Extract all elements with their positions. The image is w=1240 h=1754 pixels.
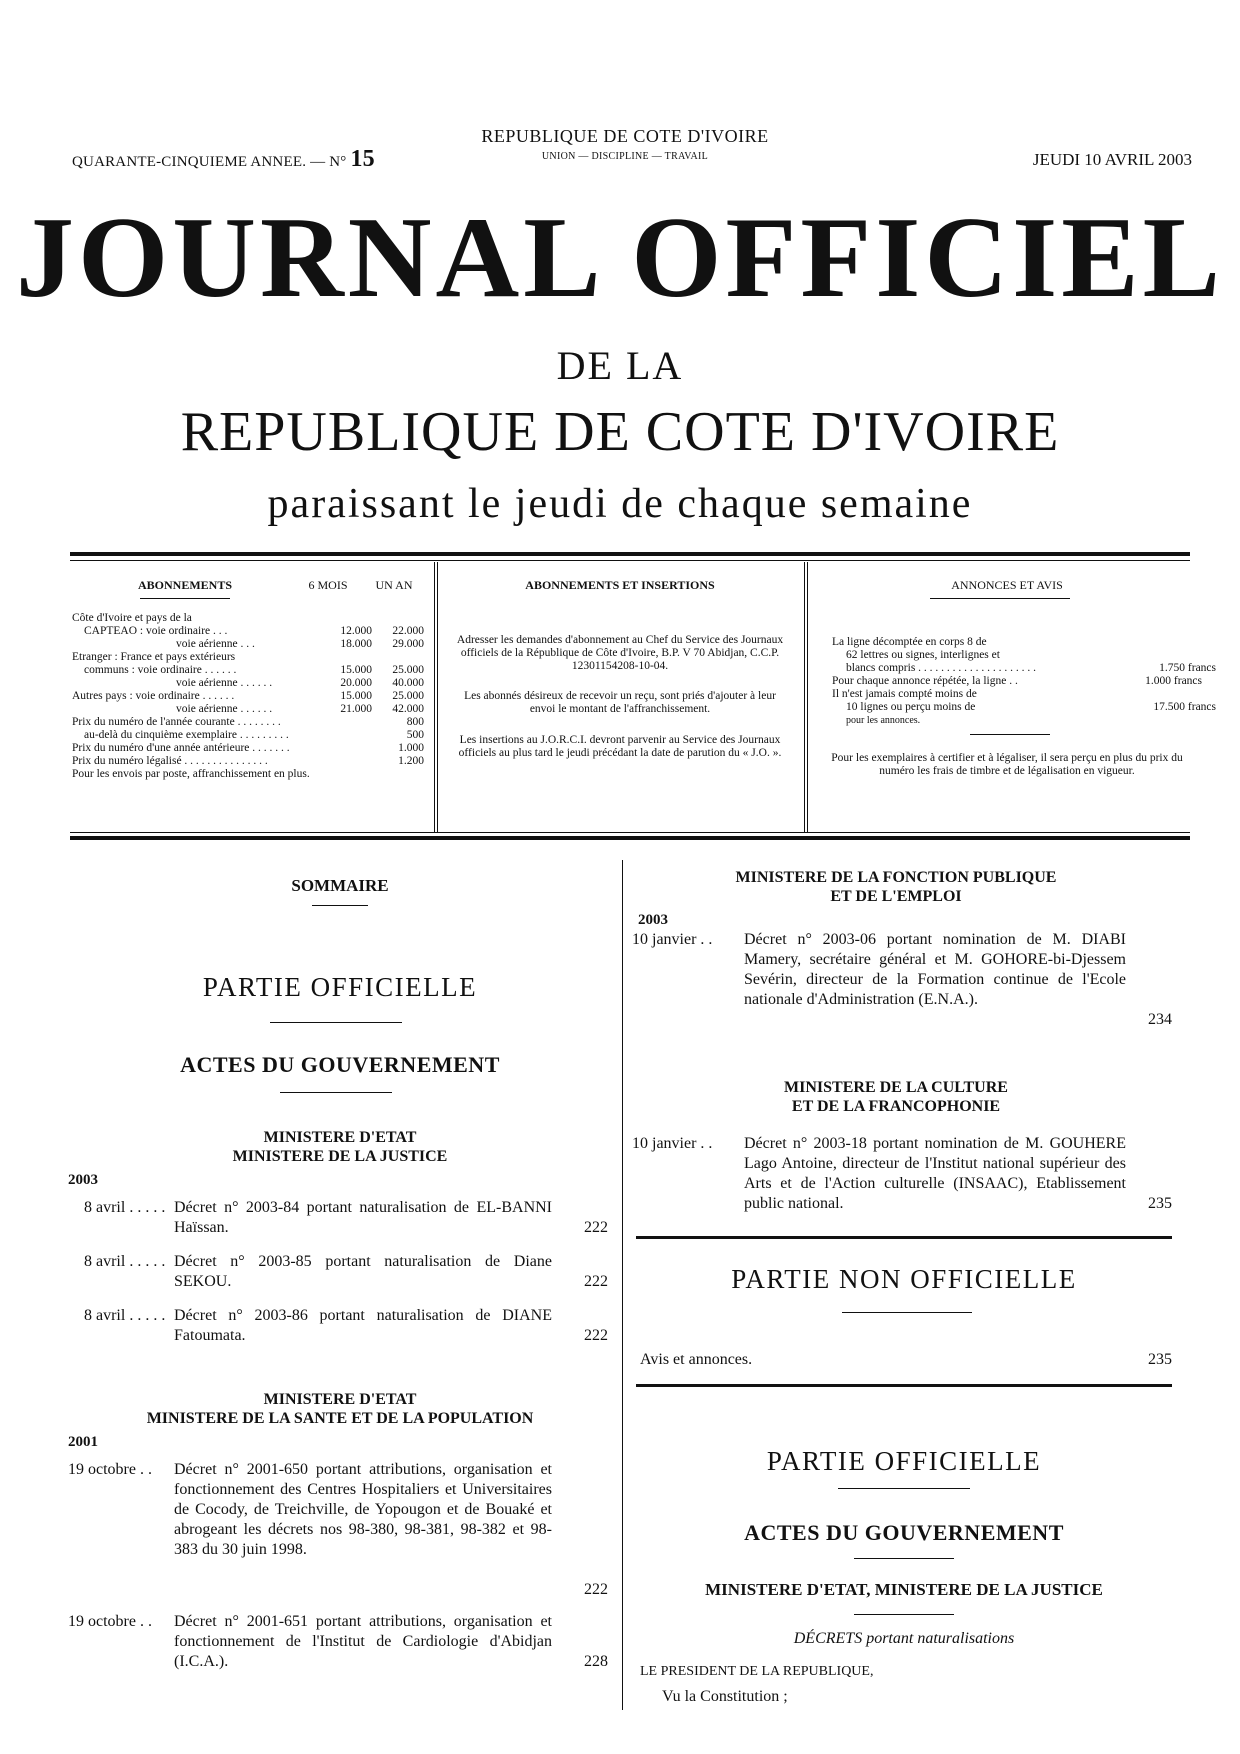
subscription-row: Prix du numéro légalisé . . . . . . . . . . . . . . . 1.200	[72, 755, 424, 767]
subscription-row: Pour les envois par poste, affranchissement en plus.	[72, 768, 310, 780]
col-6-mois: 6 MOIS	[308, 578, 348, 592]
actes-heading: ACTES DU GOUVERNEMENT	[180, 1052, 500, 1077]
body-ministry-rule	[854, 1614, 954, 1615]
partie-non-officielle-heading: PARTIE NON OFFICIELLE	[731, 1264, 1077, 1294]
subscription-row: Autres pays : voie ordinaire . . . . . . 15.000 25.000	[72, 690, 424, 702]
subscription-row: voie aérienne . . . 18.000 29.000	[176, 638, 424, 650]
subscription-row: voie aérienne . . . . . . 21.000 42.000	[176, 703, 424, 715]
body-po-rule	[838, 1488, 970, 1489]
sommaire-entry: 8 avril . . . . . Décret n° 2003-85 portant naturalisation de Diane SEKOU. 222	[84, 1253, 608, 1290]
republic-title: REPUBLIQUE DE COTE D'IVOIRE	[180, 401, 1060, 463]
sommaire-heading: SOMMAIRE	[291, 876, 389, 895]
ministry-justice: MINISTERE D'ETAT MINISTERE DE LA JUSTICE	[232, 1129, 448, 1165]
box-divider-1	[434, 562, 438, 832]
header-center	[440, 126, 810, 162]
sommaire-entry: 8 avril . . . . . Décret n° 2003-86 portant naturalisation de DIANE Fatoumata. 222	[84, 1307, 608, 1344]
de-la: DE LA	[556, 343, 684, 388]
ministry-fonction-publique: MINISTERE DE LA FONCTION PUBLIQUE ET DE L'EMPLOI	[735, 869, 1057, 905]
subscription-row: Etranger : France et pays extérieurs	[72, 651, 236, 663]
subscription-row: Côte d'Ivoire et pays de la	[72, 612, 192, 624]
annonces-line: Pour chaque annonce répétée, la ligne . . 1.000 francs	[832, 675, 1202, 687]
sommaire-entry: 10 janvier . . Décret n° 2003-06 portant nomination de M. DIABI Mamery, secrétaire général et M. GOHORE-bi-Djessem Sevérin, directeur de la Formation continue de l'Ecole nationale d'Administration (E.N.A.). 234	[632, 931, 1172, 1028]
annonces-line: La ligne décomptée en corps 8 de	[832, 636, 987, 648]
republic-small: REPUBLIQUE DE COTE D'IVOIRE	[481, 126, 769, 146]
insertions-deadline: Les insertions au J.O.R.C.I. devront parvenir au Service des Journaux officiels au plus tard le jeudi précédant la date de parution du « J.O. ».	[458, 734, 782, 759]
subscription-row: Prix du numéro de l'année courante . . . . . . . . 800	[72, 716, 424, 728]
annonces-sep	[970, 734, 1050, 735]
year-2003-right: 2003	[638, 912, 668, 928]
pno-rule	[842, 1312, 972, 1313]
year-2003: 2003	[68, 1172, 98, 1188]
annonces-line: blancs compris . . . . . . . . . . . . . . . . . . . . . 1.750 francs	[846, 662, 1216, 674]
insertions-receipt: Les abonnés désireux de recevoir un reçu, sont priés d'ajouter à leur envoi le montant de l'affranchissement.	[464, 690, 776, 715]
motto: UNION — DISCIPLINE — TRAVAIL	[541, 151, 709, 162]
journal-title: JOURNAL OFFICIEL	[15, 194, 1225, 322]
box-top-rule	[70, 552, 1190, 556]
box-top-rule-thin	[70, 560, 1190, 561]
annonces-line: 62 lettres ou signes, interlignes et	[846, 649, 1000, 661]
annonces-line: Il n'est jamais compté moins de	[832, 688, 977, 700]
subscription-row: communs : voie ordinaire . . . . . . 15.000 25.000	[84, 664, 424, 676]
issue-date: JEUDI 10 AVRIL 2003	[1032, 150, 1192, 169]
sommaire-entry: 19 octobre . . Décret n° 2001-651 portant attributions, organisation et fonctionnement de l'Institut de Cardiologie d'Abidjan (I.C.A.). 228	[68, 1613, 608, 1670]
sommaire-end-rule	[636, 1384, 1172, 1387]
non-officielle-top-rule	[636, 1236, 1172, 1239]
president-line: LE PRESIDENT DE LA REPUBLIQUE,	[640, 1664, 874, 1679]
frequency: paraissant le jeudi de chaque semaine	[267, 481, 973, 527]
subscriptions-heading: ABONNEMENTS	[137, 578, 232, 592]
sommaire-entry: 19 octobre . . Décret n° 2001-650 portant attributions, organisation et fonctionnement des Centres Hospitaliers et Universitaires de Cocody, de Treichville, de Yopougon et de Bouaké et abrogeant les décrets nos 98-380, 98-381, 98-382 et 98-383 du 30 juin 1998. 222	[68, 1461, 608, 1598]
avis-entry: Avis et annonces. 235	[640, 1351, 1172, 1368]
actes-rule	[280, 1092, 392, 1093]
annonces-line: 10 lignes ou perçu moins de 17.500 francs	[846, 701, 1216, 713]
annonces-head-underline	[930, 598, 1070, 599]
year-2001: 2001	[68, 1434, 98, 1450]
body-partie-officielle: PARTIE OFFICIELLE	[766, 1446, 1042, 1476]
issue-number: 15	[350, 146, 375, 172]
annonces-heading: ANNONCES ET AVIS	[951, 578, 1063, 592]
po-rule	[270, 1022, 402, 1023]
sommaire-entry: 10 janvier . . Décret n° 2003-18 portant nomination de M. GOUHERE Lago Antoine, directeur de l'Institut national supérieur des Arts et de l'Action culturelle (INSAAC), Etablissement public national. 235	[632, 1135, 1172, 1212]
col-un-an: UN AN	[375, 578, 413, 592]
sommaire-rule	[312, 905, 368, 906]
partie-officielle-heading: PARTIE OFFICIELLE	[202, 972, 478, 1002]
body-ministry: MINISTERE D'ETAT, MINISTERE DE LA JUSTICE	[705, 1580, 1103, 1599]
subscription-row: au-delà du cinquième exemplaire . . . . . . . . . 500	[84, 729, 424, 741]
sommaire-entry: 8 avril . . . . . Décret n° 2003-84 portant naturalisation de EL-BANNI Haïssan. 222	[84, 1199, 608, 1236]
box-bottom-rule	[70, 836, 1190, 840]
subscription-row: voie aérienne . . . . . . 20.000 40.000	[176, 677, 424, 689]
decrets-heading: DÉCRETS portant naturalisations	[793, 1630, 1015, 1647]
ministry-culture: MINISTERE DE LA CULTURE ET DE LA FRANCOPHONIE	[784, 1079, 1008, 1115]
issue-line: QUARANTE-CINQUIEME ANNEE. — N° 15	[72, 146, 375, 172]
sub-head-underline	[140, 598, 230, 599]
box-bottom-rule-thin	[70, 832, 1190, 833]
annonces-line: pour les annonces.	[846, 715, 921, 726]
subscription-row: Prix du numéro d'une année antérieure . . . . . . . 1.000	[72, 742, 424, 754]
column-divider	[622, 860, 623, 1710]
box-divider-2	[804, 562, 808, 832]
vu-constitution: Vu la Constitution ;	[662, 1688, 788, 1705]
ministry-sante: MINISTERE D'ETAT MINISTERE DE LA SANTE ET DE LA POPULATION	[146, 1391, 534, 1427]
body-actes: ACTES DU GOUVERNEMENT	[744, 1520, 1064, 1545]
annonces-legalisation: Pour les exemplaires à certifier et à légaliser, il sera perçu en plus du prix du numéro les frais de timbre et de légalisation en vigueur.	[831, 752, 1183, 777]
body-actes-rule	[854, 1558, 954, 1559]
subscription-row: CAPTEAO : voie ordinaire . . . 12.000 22.000	[84, 625, 424, 637]
insertions-address: Adresser les demandes d'abonnement au Chef du Service des Journaux officiels de la République de Côte d'Ivoire, B.P. V 70 Abidjan, C.C.P. 12301154208-10-04.	[456, 634, 784, 672]
insertions-heading: ABONNEMENTS ET INSERTIONS	[525, 578, 715, 592]
